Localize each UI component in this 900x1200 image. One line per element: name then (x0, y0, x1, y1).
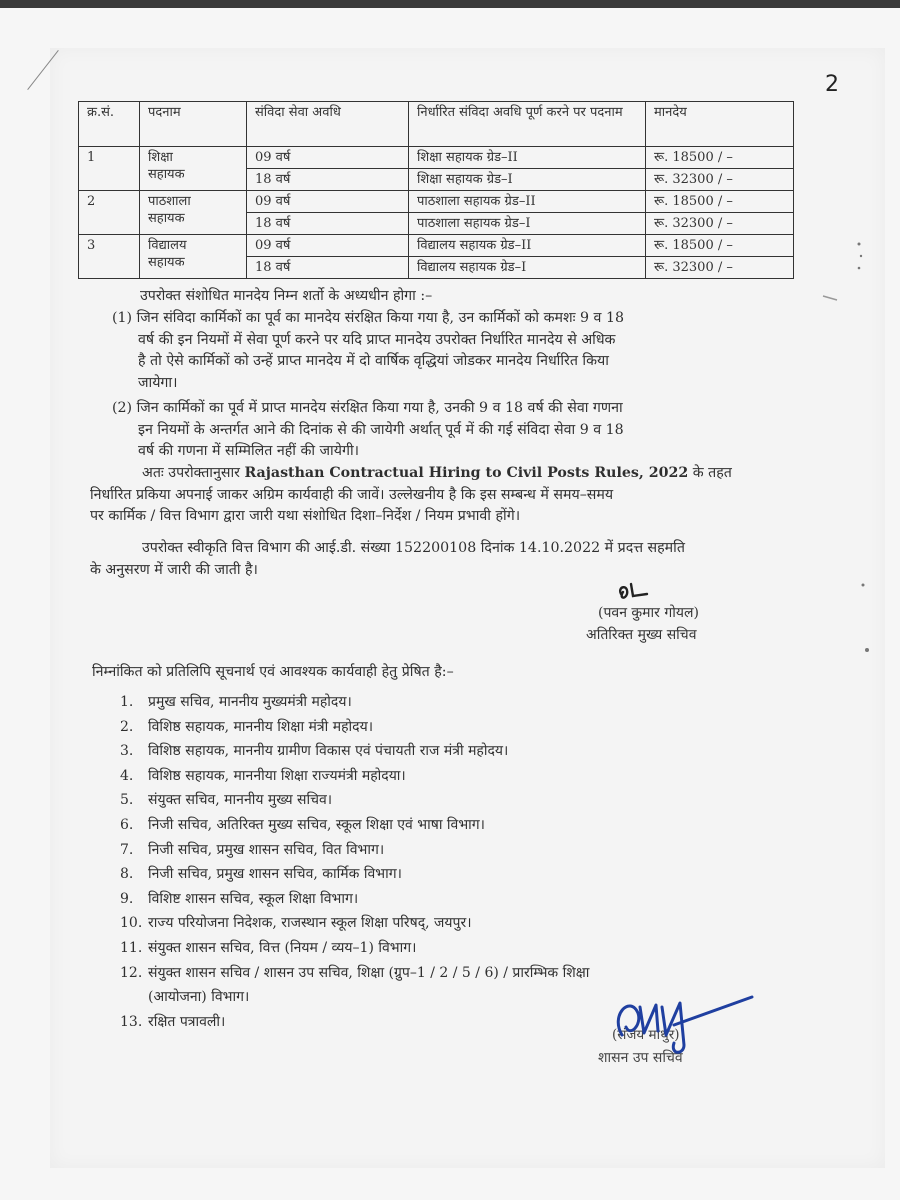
condition-1 (112, 308, 802, 394)
table-row (79, 235, 794, 257)
list-item: 8. निजी सचिव, प्रमुख शासन सचिव, कार्मिक विभाग। (120, 866, 402, 883)
condition-2 (112, 398, 802, 463)
list-item: 6. निजी सचिव, अतिरिक्त मुख्य सचिव, स्कूल शिक्षा एवं भाषा विभाग। (120, 816, 485, 833)
header-designation: पदनाम (140, 102, 247, 147)
cell-serial: 2 (79, 191, 140, 235)
conditions-intro: उपरोक्त संशोधित मानदेय निम्न शर्तो के अध्यधीन होगा :– (140, 288, 433, 304)
cell-new-designation: शिक्षा सहायक ग्रेड–I (409, 169, 646, 191)
condition-2-line: (2) जिन कार्मिकों का पूर्व में प्राप्त मानदेय संरक्षित किया गया है, उनकी 9 व 18 वर्ष की सेवा गणना (112, 400, 623, 416)
cell-new-designation: पाठशाला सहायक ग्रेड–II (409, 191, 646, 213)
condition-2-line: इन नियमों के अन्तर्गत आने की दिनांक से की जायेगी अर्थात् पूर्व में की गई संविदा सेवा 9 व 18 (138, 421, 624, 438)
approval-line-1: उपरोक्त स्वीकृति वित्त विभाग की आई.डी. संख्या 152200108 दिनांक 14.10.2022 में प्रदत्त सहमति (142, 540, 685, 556)
signatory-2-designation: शासन उप सचिव (598, 1050, 683, 1066)
cell-honorarium: रू. 32300 / – (646, 169, 794, 191)
cell-designation: पाठशाला सहायक (140, 191, 247, 235)
condition-2-line: वर्ष की गणना में सम्मिलित नहीं की जायेगी। (138, 443, 360, 459)
approval-line-2: के अनुसरण में जारी की जाती है। (90, 561, 258, 578)
cell-honorarium: रू. 32300 / – (646, 257, 794, 279)
copy-intro: निम्नांकित को प्रतिलिपि सूचनार्थ एवं आवश्यक कार्यवाही हेतु प्रेषित है:– (92, 664, 454, 680)
condition-1-line: वर्ष की इन नियमों में सेवा पूर्ण करने पर यदि प्राप्त मानदेय उपरोक्त निर्धारित मानदेय से अधिक (138, 331, 616, 348)
list-item: 7. निजी सचिव, प्रमुख शासन सचिव, वित विभाग। (120, 841, 385, 858)
condition-1-line: है तो ऐसे कार्मिकों को उन्हें प्राप्त मानदेय में दो वार्षिक वृद्धियां जोडकर मानदेय निर्धारित किया (138, 353, 609, 369)
rules-line-2: निर्धारित प्रकिया अपनाई जाकर अग्रिम कार्यवाही की जावें। उल्लेखनीय है कि इस सम्बन्ध में समय–समय (90, 486, 614, 503)
list-item: 10. राज्य परियोजना निदेशक, राजस्थान स्कूल शिक्षा परिषद्, जयपुर। (120, 915, 472, 932)
cell-honorarium: रू. 32300 / – (646, 213, 794, 235)
cell-new-designation: पाठशाला सहायक ग्रेड–I (409, 213, 646, 235)
top-edge-bar (0, 0, 900, 8)
cell-period: 18 वर्ष (247, 257, 409, 279)
cell-period: 09 वर्ष (247, 191, 409, 213)
cell-designation: शिक्षा सहायक (140, 147, 247, 191)
condition-1-line: जायेगा। (138, 374, 178, 391)
cell-period: 18 वर्ष (247, 213, 409, 235)
signatory-1-name: (पवन कुमार गोयल) (598, 605, 699, 621)
rules-name: Rajasthan Contractual Hiring to Civil Posts Rules, 2022 (244, 465, 689, 481)
table-row (79, 191, 794, 213)
cell-period: 09 वर्ष (247, 235, 409, 257)
cell-serial: 1 (79, 147, 140, 191)
page-number: 2 (825, 72, 839, 97)
list-item: 5. संयुक्त सचिव, माननीय मुख्य सचिव। (120, 792, 333, 809)
rules-paragraph (90, 463, 802, 528)
signatory-1-designation: अतिरिक्त मुख्य सचिव (586, 627, 697, 643)
list-item: 2. विशिष्ठ सहायक, माननीय शिक्षा मंत्री महोदय। (120, 718, 374, 735)
signature-1 (615, 580, 655, 602)
header-serial: क्र.सं. (79, 102, 140, 147)
cell-serial: 3 (79, 235, 140, 279)
cell-period: 18 वर्ष (247, 169, 409, 191)
honorarium-table (78, 101, 794, 279)
rules-line-1: अतः उपरोक्तानुसार Rajasthan Contractual Hiring to Civil Posts Rules, 2022 के तहत (142, 465, 732, 481)
table-header-row (79, 102, 794, 147)
copy-recipient-list (120, 690, 680, 1034)
signature-2 (600, 985, 760, 1065)
cell-period: 09 वर्ष (247, 147, 409, 169)
list-item: 11. संयुक्त शासन सचिव, वित्त (नियम / व्यय–1) विभाग। (120, 939, 417, 956)
header-new-designation: निर्धारित संविदा अवधि पूर्ण करने पर पदनाम (409, 102, 646, 147)
cell-honorarium: रू. 18500 / – (646, 191, 794, 213)
cell-new-designation: विद्यालय सहायक ग्रेड–II (409, 235, 646, 257)
cell-honorarium: रू. 18500 / – (646, 147, 794, 169)
cell-new-designation: शिक्षा सहायक ग्रेड–II (409, 147, 646, 169)
list-item-continuation: (आयोजना) विभाग। (148, 989, 250, 1006)
list-item: 12. संयुक्त शासन सचिव / शासन उप सचिव, शिक्षा (ग्रुप–1 / 2 / 5 / 6) / प्रारम्भिक शिक्षा (120, 964, 590, 981)
rules-line-3: पर कार्मिक / वित्त विभाग द्वारा जारी यथा संशोधित दिशा–निर्देश / नियम प्रभावी होंगे। (90, 508, 521, 524)
table-row (79, 147, 794, 169)
list-item: 9. विशिष्ट शासन सचिव, स्कूल शिक्षा विभाग। (120, 890, 359, 907)
cell-honorarium: रू. 18500 / – (646, 235, 794, 257)
header-contract-period: संविदा सेवा अवधि (247, 102, 409, 147)
cell-designation: विद्यालय सहायक (140, 235, 247, 279)
list-item: 4. विशिष्ठ सहायक, माननीया शिक्षा राज्यमंत्री महोदया। (120, 767, 406, 784)
approval-paragraph (90, 538, 802, 581)
signatory-2-name: (संजय माथुर) (612, 1027, 680, 1043)
header-honorarium: मानदेय (646, 102, 794, 147)
list-item: 13. रक्षित पत्रावली। (120, 1013, 226, 1030)
list-item: 3. विशिष्ठ सहायक, माननीय ग्रामीण विकास एवं पंचायती राज मंत्री महोदय। (120, 743, 509, 760)
cell-new-designation: विद्यालय सहायक ग्रेड–I (409, 257, 646, 279)
condition-1-line: (1) जिन संविदा कार्मिकों का पूर्व का मानदेय संरक्षित किया गया है, उन कार्मिकों को कमशः 9 व 18 (112, 310, 625, 326)
list-item: 1. प्रमुख सचिव, माननीय मुख्यमंत्री महोदय। (120, 694, 352, 710)
scan-specks (815, 230, 875, 680)
